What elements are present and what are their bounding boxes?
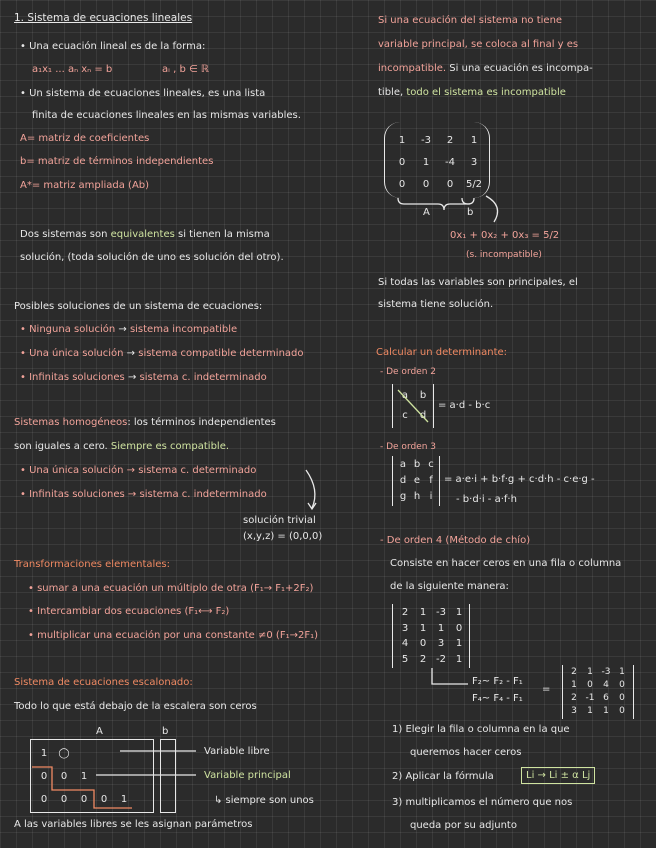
- echelon-cell: 0: [100, 794, 108, 805]
- homogeneous-desc: : los términos independientes: [127, 417, 276, 428]
- brace-b: [462, 198, 474, 204]
- zero-equation-note: (s. incompatible): [466, 250, 542, 260]
- chio-step-2: 2) Aplicar la fórmula: [392, 771, 494, 782]
- det5-cell: 1: [603, 706, 609, 716]
- chio-description-1: Consiste en hacer ceros en una fila o columna: [390, 558, 622, 569]
- solution-infinite-type: sistema c. indeterminado: [139, 372, 267, 383]
- echelon-cell: ◯: [58, 748, 70, 759]
- principal-variable-label: Variable principal: [204, 770, 291, 781]
- incompatible-rule-4a: tible,: [378, 87, 404, 98]
- trivial-arrow: [306, 470, 315, 508]
- matrix-cell: 0: [398, 157, 406, 168]
- det3-cell: f: [429, 475, 433, 486]
- echelon-label-A: A: [96, 726, 103, 737]
- trivial-arrowhead: [308, 503, 316, 509]
- arrow-icon: →: [126, 348, 139, 359]
- matrix-cell: 0: [398, 179, 406, 190]
- arrow-icon: →: [118, 324, 130, 335]
- example-label-A: A: [423, 207, 430, 218]
- solution-unique-label: • Una única solución: [20, 348, 124, 359]
- chio-step-3b: queda por su adjunto: [410, 820, 517, 831]
- order-3-label: - De orden 3: [380, 442, 437, 452]
- echelon-cell: 1: [120, 794, 128, 805]
- determinant-title: Calcular un determinante:: [376, 347, 508, 358]
- linear-eq-condition: aᵢ , b ∈ ℝ: [162, 64, 209, 75]
- det4-cell: 0: [455, 622, 463, 634]
- matrix-cell: 3: [470, 157, 478, 168]
- det2-diag-main: [398, 390, 428, 422]
- det5-cell: 1: [619, 667, 625, 677]
- arrow-icon: →: [127, 372, 140, 383]
- solution-none-type: sistema incompatible: [129, 324, 238, 335]
- chio-op-bracket: [432, 668, 468, 684]
- det5-cell: 0: [619, 706, 625, 716]
- det5-cell: 3: [571, 706, 577, 716]
- det2-formula: = a·d - b·c: [438, 400, 491, 411]
- det4-cell: 1: [419, 622, 427, 634]
- principal-rule-2: sistema tiene solución.: [378, 299, 494, 310]
- linear-eq-definition: • Una ecuación lineal es de la forma:: [20, 41, 206, 52]
- matrix-cell: 1: [470, 135, 478, 146]
- principal-rule-1: Si todas las variables son principales, el: [378, 277, 578, 288]
- equivalent-keyword: equivalentes: [110, 229, 175, 240]
- incompatible-rule-1: Si una ecuación del sistema no tiene: [378, 15, 563, 26]
- homogeneous-compatible: Siempre es compatible.: [110, 441, 230, 452]
- incompatible-rule-4b: todo el sistema es incompatible: [406, 87, 566, 98]
- det2-cell: a: [401, 390, 409, 401]
- det4-cell: 1: [437, 622, 445, 634]
- transformation-multiply: • multiplicar una ecuación por una constante ≠0 (F₁→2F₁): [28, 630, 318, 641]
- det5-cell: 2: [571, 693, 577, 703]
- transformation-sum: • sumar a una ecuación un múltiplo de otra (F₁→ F₁+2F₂): [28, 583, 314, 594]
- echelon-cell: 0: [80, 794, 88, 805]
- brace-A: [398, 198, 470, 210]
- chio-formula-box: Li → Li ± α Lj: [521, 767, 595, 784]
- homogeneous-unique: • Una única solución → sistema c. determinado: [20, 465, 257, 476]
- det5-cell: 0: [619, 680, 625, 690]
- transformations-title: Transformaciones elementales:: [14, 559, 171, 570]
- det2-cell: c: [402, 410, 408, 421]
- det3-cell: a: [399, 459, 407, 470]
- det5-cell: 1: [571, 680, 577, 690]
- det5-cell: 0: [619, 693, 625, 703]
- det4-cell: 5: [401, 653, 409, 665]
- echelon-cell: 1: [40, 748, 48, 759]
- chio-step-1b: queremos hacer ceros: [410, 747, 522, 758]
- matrix-cell: -3: [421, 135, 431, 146]
- trivial-solution-value: (x,y,z) = (0,0,0): [243, 531, 323, 542]
- incompatible-rule-2: variable principal, se coloca al final y es: [378, 39, 579, 50]
- zero-row-arrow: [486, 196, 498, 222]
- det4-cell: -2: [436, 653, 446, 665]
- section-title: 1. Sistema de ecuaciones lineales: [14, 12, 193, 24]
- det3-cell: i: [429, 491, 433, 502]
- matrix-cell: 1: [398, 135, 406, 146]
- system-definition-2: finita de ecuaciones lineales en las mismas variables.: [32, 110, 301, 121]
- order-4-label: - De orden 4 (Método de chío): [380, 535, 531, 546]
- zero-equation: 0x₁ + 0x₂ + 0x₃ = 5/2: [450, 230, 560, 241]
- det4-cell: 2: [401, 607, 409, 618]
- echelon-cell: 0: [40, 794, 48, 805]
- matrix-cell: -4: [445, 157, 455, 168]
- det5-cell: 2: [571, 667, 577, 677]
- solution-none-label: • Ninguna solución: [20, 324, 116, 335]
- det5-cell: 1: [587, 706, 593, 716]
- equivalent-systems-line2: solución, (toda solución de uno es solución del otro).: [20, 252, 284, 263]
- det5-cell: 1: [587, 667, 593, 677]
- det3-cell: c: [428, 459, 434, 470]
- det2-cell: d: [419, 410, 427, 421]
- linear-eq-formula: a₁x₁ ... aₙ xₙ = b: [32, 64, 113, 75]
- det3-cell: d: [399, 475, 407, 486]
- trivial-solution-label: solución trivial: [243, 515, 316, 526]
- det5-cell: 0: [587, 680, 593, 690]
- det4-cell: 0: [419, 638, 427, 649]
- matrix-cell: 1: [422, 157, 430, 168]
- det4-cell: 4: [401, 638, 409, 649]
- free-variable-parameters: A las variables libres se les asignan parámetros: [14, 819, 253, 830]
- matrix-cell: 0: [446, 179, 454, 190]
- echelon-cell: 1: [80, 771, 88, 782]
- det3-formula-2: - b·d·i - a·f·h: [456, 494, 517, 505]
- homogeneous-infinite: • Infinitas soluciones → sistema c. indeterminado: [20, 489, 267, 500]
- det3-cell: e: [413, 475, 421, 486]
- incompatible-rule-3b: Si una ecuación es incompa-: [449, 63, 593, 74]
- def-augmented-matrix: A*= matriz ampliada (Ab): [20, 180, 150, 191]
- det4-cell: 1: [455, 653, 463, 665]
- det3-cell: g: [399, 491, 407, 502]
- equivalent-post: si tienen la misma: [178, 229, 270, 240]
- det5-cell: -1: [585, 693, 595, 703]
- det5-cell: -3: [601, 667, 611, 677]
- det4-cell: 3: [437, 638, 445, 649]
- incompatible-keyword: incompatible.: [378, 63, 447, 74]
- det3-formula-1: = a·e·i + b·f·g + c·d·h - c·e·g -: [444, 474, 595, 485]
- echelon-description: Todo lo que está debajo de la escalera son ceros: [14, 701, 257, 712]
- matrix-cell: 5/2: [465, 179, 483, 190]
- principal-variable-note: ↳ siempre son unos: [214, 795, 314, 806]
- free-variable-label: Variable libre: [204, 746, 270, 757]
- echelon-title: Sistema de ecuaciones escalonado:: [14, 677, 193, 688]
- echelon-cell: 0: [60, 771, 68, 782]
- det3-cell: h: [413, 491, 421, 502]
- def-coef-matrix: A= matriz de coeficientes: [20, 133, 150, 144]
- matrix-cell: 2: [446, 135, 454, 146]
- solution-infinite-label: • Infinitas soluciones: [20, 372, 125, 383]
- det4-cell: 2: [419, 653, 427, 665]
- transformation-swap: • Intercambiar dos ecuaciones (F₁⟷ F₂): [28, 606, 230, 617]
- echelon-cell: 0: [60, 794, 68, 805]
- echelon-label-b: b: [162, 726, 169, 737]
- solution-unique-type: sistema compatible determinado: [138, 348, 304, 359]
- det4-cell: 1: [419, 607, 427, 618]
- det2-cell: b: [419, 390, 427, 401]
- homogeneous-zero: son iguales a cero.: [14, 441, 108, 452]
- chio-step-1: 1) Elegir la fila o columna en la que: [392, 724, 570, 735]
- def-indep-matrix: b= matriz de términos independientes: [20, 156, 214, 167]
- det4-cell: 1: [455, 638, 463, 649]
- equals-sign: =: [542, 684, 551, 695]
- det4-cell: 1: [455, 607, 463, 618]
- det4-cell: 3: [401, 622, 409, 634]
- det4-cell: -3: [436, 607, 446, 618]
- chio-step-3: 3) multiplicamos el número que nos: [392, 797, 573, 808]
- det5-cell: 4: [603, 680, 609, 690]
- det3-cell: b: [413, 459, 421, 470]
- possible-solutions-title: Posibles soluciones de un sistema de ecuaciones:: [14, 301, 263, 312]
- matrix-cell: 0: [422, 179, 430, 190]
- equivalent-pre: Dos sistemas son: [20, 229, 108, 240]
- homogeneous-keyword: Sistemas homogéneos: [14, 417, 128, 428]
- echelon-cell: 0: [40, 771, 48, 782]
- chio-op-2: F₄~ F₄ - F₁: [472, 693, 523, 704]
- chio-op-1: F₂~ F₂ - F₁: [472, 676, 523, 687]
- det5-cell: 6: [603, 693, 609, 703]
- chio-description-2: de la siguiente manera:: [390, 581, 509, 592]
- system-definition-1: • Un sistema de ecuaciones lineales, es una lista: [20, 88, 266, 99]
- order-2-label: - De orden 2: [380, 367, 437, 377]
- example-label-b: b: [467, 207, 474, 218]
- echelon-staircase: [32, 767, 132, 808]
